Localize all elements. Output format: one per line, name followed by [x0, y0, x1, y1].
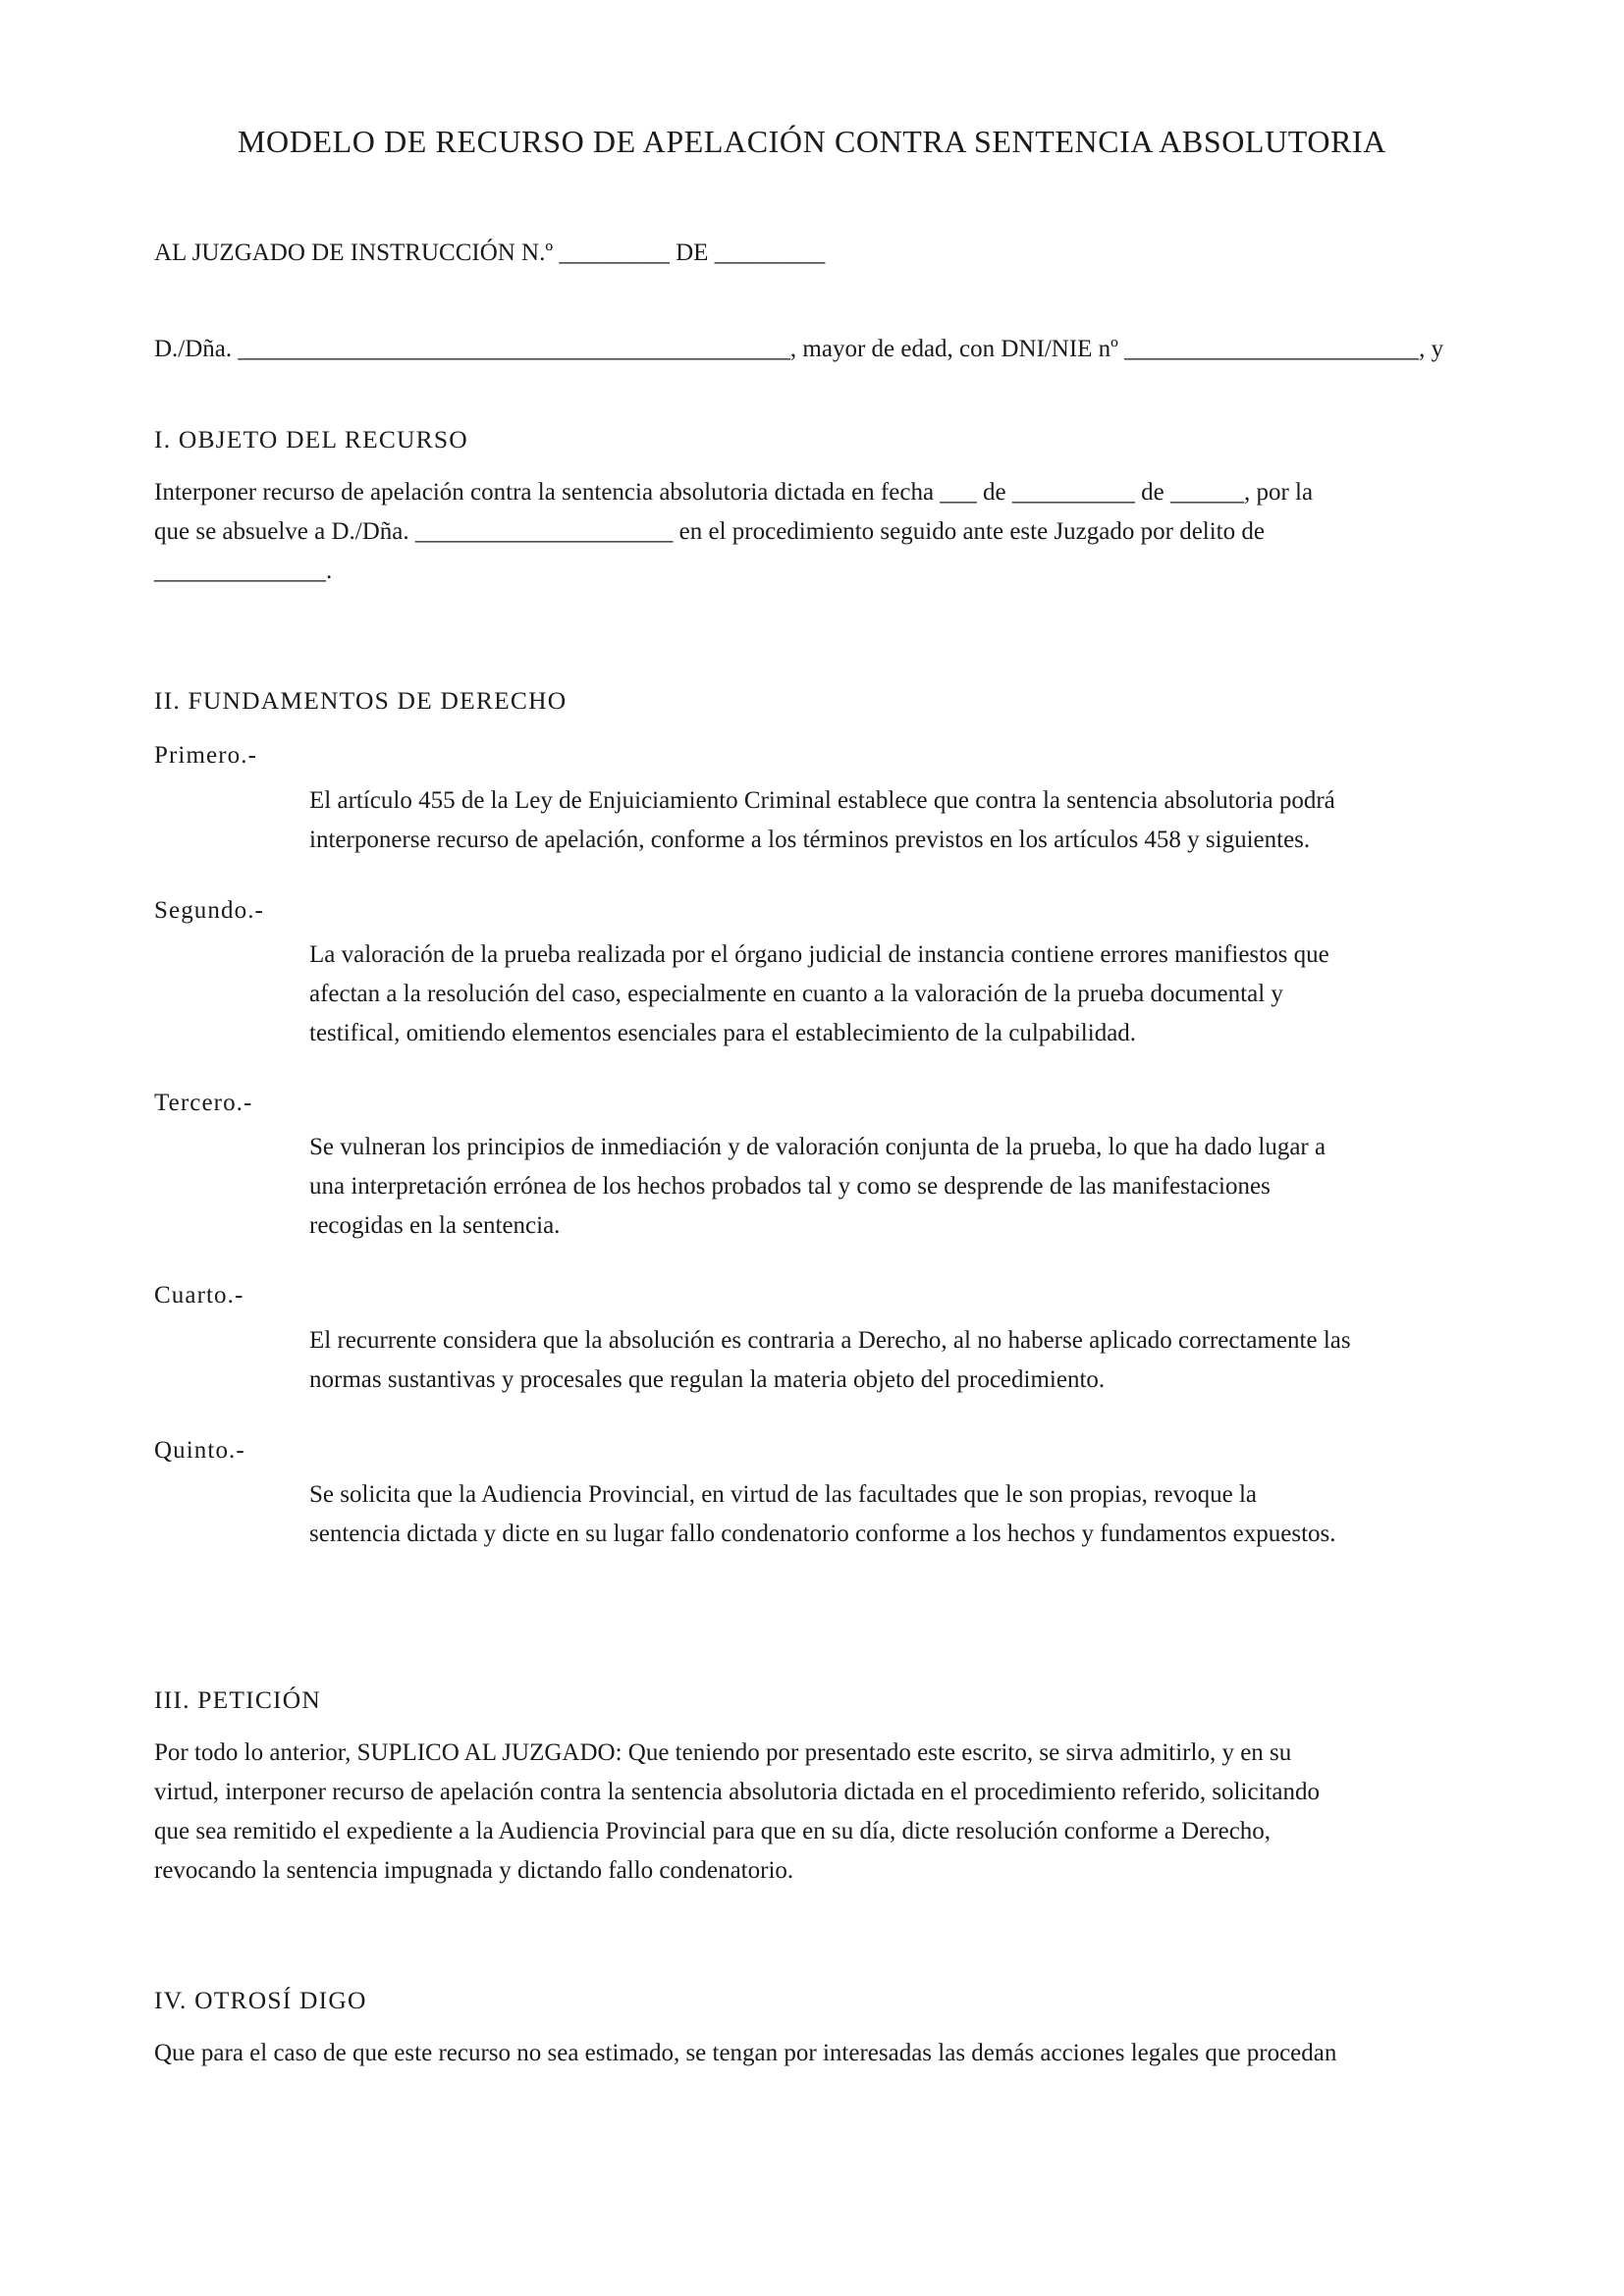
text-line: Interponer recurso de apelación contra la sentencia absolutoria dictada en fecha ___ de __________ de ______, por la	[154, 479, 1314, 506]
section-objeto-body	[154, 473, 1470, 591]
text-line: interponerse recurso de apelación, conforme a los términos previstos en los artículos 458 y siguientes.	[309, 827, 1311, 853]
section-peticion-heading: III. PETICIÓN	[154, 1685, 321, 1714]
text-line: La valoración de la prueba realizada por el órgano judicial de instancia contiene errores manifiestos que	[309, 941, 1329, 968]
party-line-clip	[154, 330, 1624, 371]
text-line: recogidas en la sentencia.	[309, 1212, 561, 1239]
text-line: virtud, interponer recurso de apelación contra la sentencia absolutoria dictada en el procedimiento referido, solicitando	[154, 1779, 1321, 1805]
text-line: que se absuelve a D./Dña. _____________________ en el procedimiento seguido ante este Juzgado por delito de	[154, 518, 1265, 545]
fundamento-primero-body	[309, 781, 1488, 860]
fundamento-tercero-body	[309, 1128, 1488, 1246]
fundamento-cuarto-label: Cuarto.-	[154, 1282, 244, 1308]
fundamento-cuarto-body	[309, 1321, 1488, 1400]
text-line: Que para el caso de que este recurso no sea estimado, se tengan por interesadas las demás acciones legales que procedan	[154, 2040, 1337, 2066]
text-line: Se solicita que la Audiencia Provincial, en virtud de las facultades que le son propias, revoque la	[309, 1481, 1257, 1508]
fundamento-quinto-body	[309, 1475, 1488, 1554]
text-line: una interpretación errónea de los hechos probados tal y como se desprende de las manifestaciones	[309, 1173, 1271, 1200]
fundamento-segundo-label: Segundo.-	[154, 897, 264, 924]
party-line: D./Dña. _____________________________________________, mayor de edad, con DNI/NIE nº ________________________, y	[154, 336, 1444, 362]
text-line: Por todo lo anterior, SUPLICO AL JUZGADO: Que teniendo por presentado este escrito, se sirva admitirlo, y en su	[154, 1739, 1292, 1766]
text-line: sentencia dictada y dicte en su lugar fallo condenatorio conforme a los hechos y fundamentos expuestos.	[309, 1521, 1336, 1547]
text-line: El recurrente considera que la absolución es contraria a Derecho, al no haberse aplicado correctamente las	[309, 1327, 1351, 1354]
text-line: afectan a la resolución del caso, especialmente en cuanto a la valoración de la prueba documental y	[309, 981, 1283, 1007]
section-fundamentos-heading: II. FUNDAMENTOS DE DERECHO	[154, 686, 568, 715]
section-otrosi-body	[154, 2034, 1470, 2073]
fundamento-quinto-label: Quinto.-	[154, 1437, 245, 1464]
text-line: revocando la sentencia impugnada y dictando fallo condenatorio.	[154, 1857, 794, 1884]
fundamento-tercero-label: Tercero.-	[154, 1090, 253, 1116]
fundamento-segundo-body	[309, 935, 1488, 1053]
text-line: que sea remitido el expediente a la Audiencia Provincial para que en su día, dicte resolución conforme a Derecho,	[154, 1818, 1272, 1844]
text-line: testifical, omitiendo elementos esenciales para el establecimiento de la culpabilidad.	[309, 1020, 1137, 1046]
text-line: Se vulneran los principios de inmediación y de valoración conjunta de la prueba, lo que ha dado lugar a	[309, 1134, 1326, 1160]
section-otrosi-heading: IV. OTROSÍ DIGO	[154, 1986, 367, 2014]
fundamento-primero-label: Primero.-	[154, 742, 258, 769]
text-line: El artículo 455 de la Ley de Enjuiciamiento Criminal establece que contra la sentencia absolutoria podrá	[309, 787, 1335, 814]
text-line: ______________.	[154, 558, 333, 584]
section-peticion-body	[154, 1734, 1470, 1891]
text-line: normas sustantivas y procesales que regulan la materia objeto del procedimiento.	[309, 1366, 1106, 1393]
document-title: MODELO DE RECURSO DE APELACIÓN CONTRA SENTENCIA ABSOLUTORIA	[238, 124, 1386, 159]
section-objeto-heading: I. OBJETO DEL RECURSO	[154, 425, 468, 454]
court-line: AL JUZGADO DE INSTRUCCIÓN N.º _________ DE _________	[154, 240, 826, 266]
